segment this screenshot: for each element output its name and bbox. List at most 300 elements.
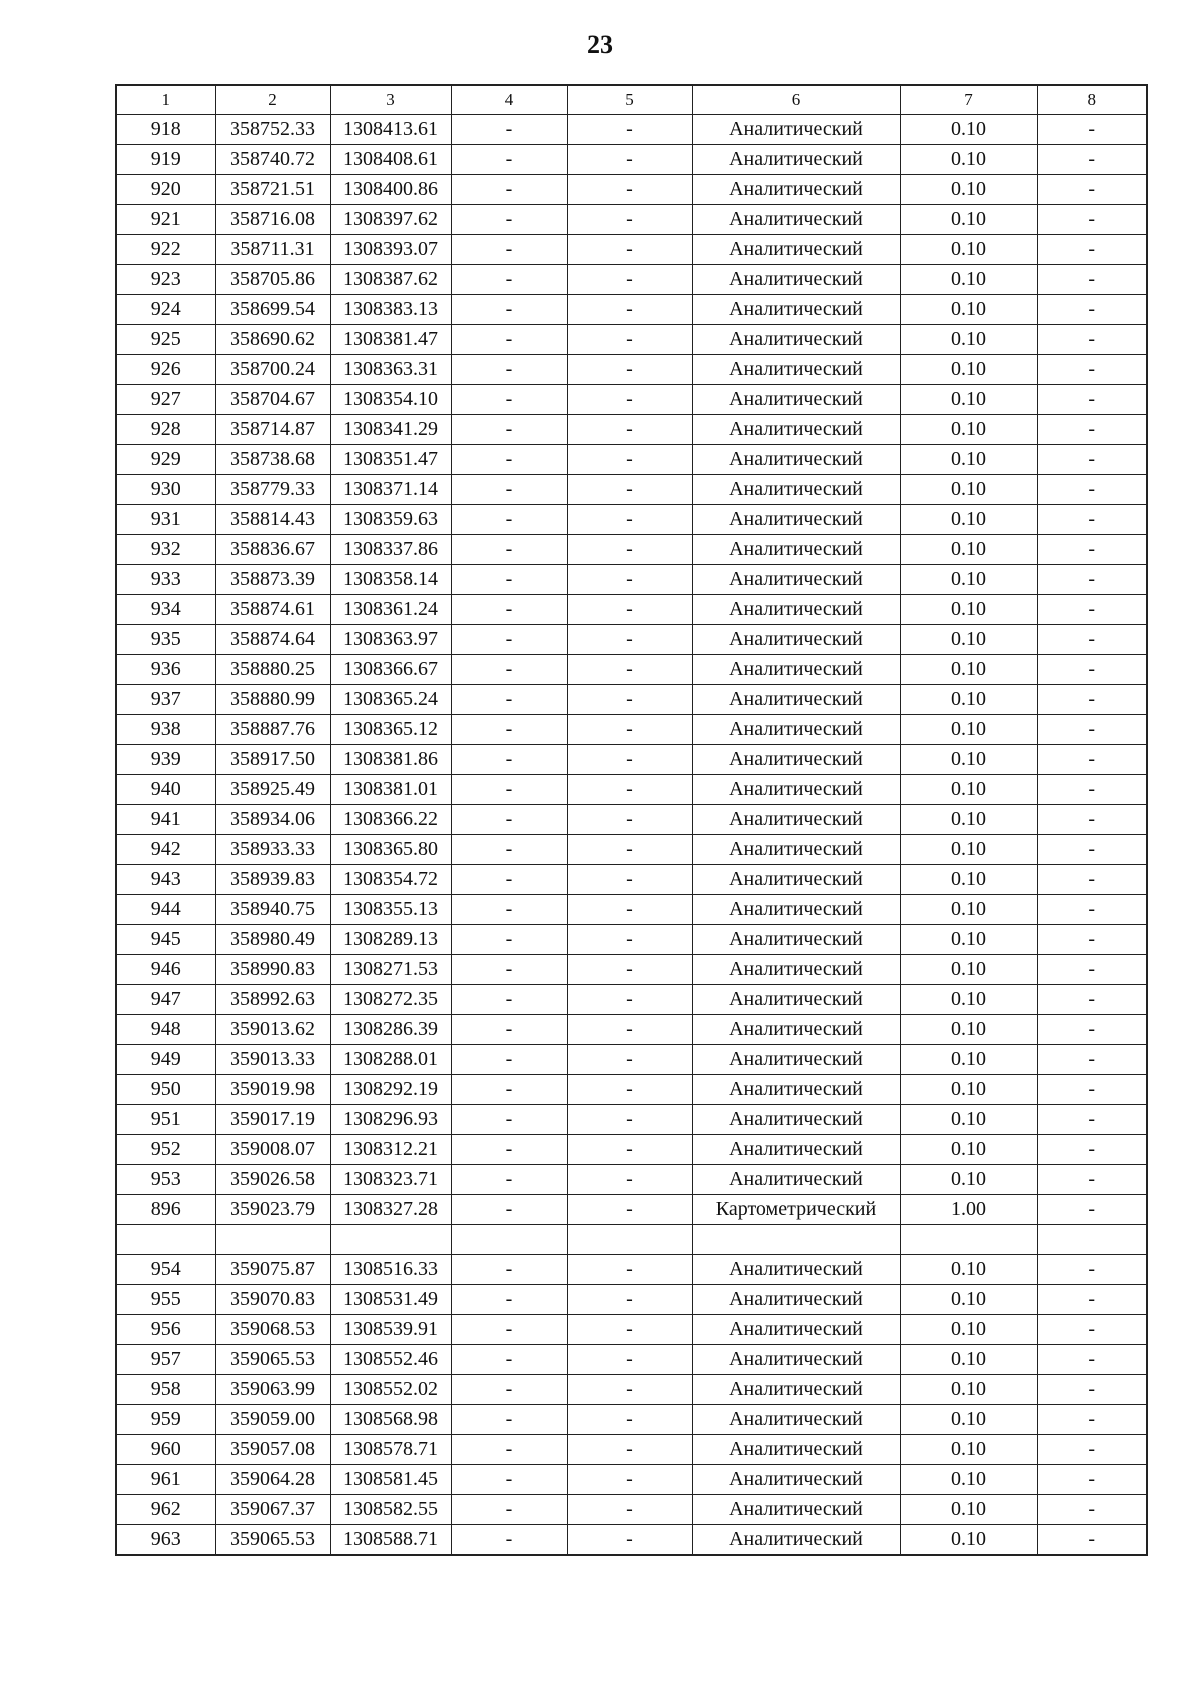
- column-header: 7: [900, 85, 1037, 115]
- method-cell: Аналитический: [692, 355, 900, 385]
- column-8-cell: -: [1037, 1165, 1147, 1195]
- y-coordinate-cell: 1308365.24: [330, 685, 451, 715]
- table-row: [116, 415, 1147, 445]
- accuracy-cell: 0.10: [900, 1345, 1037, 1375]
- column-4-cell: -: [451, 925, 567, 955]
- point-number-cell: 953: [116, 1165, 215, 1195]
- method-cell: Аналитический: [692, 535, 900, 565]
- method-cell: Аналитический: [692, 1135, 900, 1165]
- point-number-cell: 956: [116, 1315, 215, 1345]
- column-8-cell: -: [1037, 895, 1147, 925]
- x-coordinate-cell: 359070.83: [215, 1285, 330, 1315]
- point-number-cell: 959: [116, 1405, 215, 1435]
- y-coordinate-cell: 1308568.98: [330, 1405, 451, 1435]
- column-4-cell: -: [451, 1525, 567, 1556]
- column-8-cell: -: [1037, 925, 1147, 955]
- x-coordinate-cell: 359008.07: [215, 1135, 330, 1165]
- y-coordinate-cell: 1308361.24: [330, 595, 451, 625]
- column-5-cell: -: [567, 745, 692, 775]
- method-cell: Аналитический: [692, 1165, 900, 1195]
- table-row: [116, 1105, 1147, 1135]
- column-8-cell: -: [1037, 985, 1147, 1015]
- x-coordinate-cell: 359026.58: [215, 1165, 330, 1195]
- table-row: [116, 685, 1147, 715]
- y-coordinate-cell: 1308531.49: [330, 1285, 451, 1315]
- method-cell: Аналитический: [692, 145, 900, 175]
- column-5-cell: -: [567, 565, 692, 595]
- column-4-cell: -: [451, 775, 567, 805]
- y-coordinate-cell: 1308365.12: [330, 715, 451, 745]
- column-8-cell: -: [1037, 1525, 1147, 1556]
- point-number-cell: 951: [116, 1105, 215, 1135]
- column-5-cell: -: [567, 355, 692, 385]
- column-5-cell: -: [567, 715, 692, 745]
- column-4-cell: -: [451, 1045, 567, 1075]
- column-8-cell: -: [1037, 325, 1147, 355]
- column-8-cell: -: [1037, 535, 1147, 565]
- method-cell: Аналитический: [692, 1285, 900, 1315]
- column-5-cell: -: [567, 445, 692, 475]
- accuracy-cell: 0.10: [900, 1405, 1037, 1435]
- table-row: [116, 925, 1147, 955]
- table-row: [116, 1495, 1147, 1525]
- column-5-cell: -: [567, 835, 692, 865]
- accuracy-cell: 0.10: [900, 1465, 1037, 1495]
- column-header: 4: [451, 85, 567, 115]
- y-coordinate-cell: 1308286.39: [330, 1015, 451, 1045]
- method-cell: Аналитический: [692, 205, 900, 235]
- table-row: [116, 535, 1147, 565]
- point-number-cell: 931: [116, 505, 215, 535]
- x-coordinate-cell: 358836.67: [215, 535, 330, 565]
- point-number-cell: 936: [116, 655, 215, 685]
- column-4-cell: -: [451, 1255, 567, 1285]
- y-coordinate-cell: 1308381.86: [330, 745, 451, 775]
- column-4-cell: -: [451, 535, 567, 565]
- accuracy-cell: 0.10: [900, 1375, 1037, 1405]
- point-number-cell: 923: [116, 265, 215, 295]
- point-number-cell: 930: [116, 475, 215, 505]
- column-8-cell: -: [1037, 745, 1147, 775]
- accuracy-cell: 0.10: [900, 295, 1037, 325]
- point-number-cell: 920: [116, 175, 215, 205]
- column-8-cell: -: [1037, 445, 1147, 475]
- table-row: [116, 1075, 1147, 1105]
- x-coordinate-cell: 358752.33: [215, 115, 330, 145]
- accuracy-cell: 0.10: [900, 325, 1037, 355]
- column-4-cell: -: [451, 445, 567, 475]
- y-coordinate-cell: 1308288.01: [330, 1045, 451, 1075]
- point-number-cell: 957: [116, 1345, 215, 1375]
- column-4-cell: -: [451, 685, 567, 715]
- table-row: [116, 1435, 1147, 1465]
- column-5-cell: -: [567, 235, 692, 265]
- accuracy-cell: [900, 1225, 1037, 1255]
- accuracy-cell: 0.10: [900, 265, 1037, 295]
- table-row: [116, 655, 1147, 685]
- column-8-cell: -: [1037, 805, 1147, 835]
- table-row: [116, 865, 1147, 895]
- table-row: [116, 1465, 1147, 1495]
- accuracy-cell: 0.10: [900, 415, 1037, 445]
- column-8-cell: -: [1037, 1195, 1147, 1225]
- column-4-cell: -: [451, 715, 567, 745]
- x-coordinate-cell: 358711.31: [215, 235, 330, 265]
- y-coordinate-cell: 1308351.47: [330, 445, 451, 475]
- x-coordinate-cell: 358738.68: [215, 445, 330, 475]
- method-cell: Аналитический: [692, 655, 900, 685]
- x-coordinate-cell: 358690.62: [215, 325, 330, 355]
- column-4-cell: -: [451, 955, 567, 985]
- y-coordinate-cell: 1308354.10: [330, 385, 451, 415]
- x-coordinate-cell: 358992.63: [215, 985, 330, 1015]
- y-coordinate-cell: 1308539.91: [330, 1315, 451, 1345]
- point-number-cell: 944: [116, 895, 215, 925]
- point-number-cell: 942: [116, 835, 215, 865]
- column-4-cell: -: [451, 745, 567, 775]
- column-5-cell: -: [567, 415, 692, 445]
- y-coordinate-cell: 1308408.61: [330, 145, 451, 175]
- point-number-cell: 935: [116, 625, 215, 655]
- method-cell: Аналитический: [692, 1015, 900, 1045]
- accuracy-cell: 0.10: [900, 805, 1037, 835]
- point-number-cell: 924: [116, 295, 215, 325]
- accuracy-cell: 0.10: [900, 115, 1037, 145]
- y-coordinate-cell: 1308363.97: [330, 625, 451, 655]
- method-cell: Аналитический: [692, 1375, 900, 1405]
- y-coordinate-cell: 1308292.19: [330, 1075, 451, 1105]
- y-coordinate-cell: 1308588.71: [330, 1525, 451, 1556]
- column-5-cell: -: [567, 535, 692, 565]
- method-cell: Аналитический: [692, 235, 900, 265]
- column-4-cell: -: [451, 355, 567, 385]
- point-number-cell: 938: [116, 715, 215, 745]
- accuracy-cell: 0.10: [900, 175, 1037, 205]
- column-8-cell: -: [1037, 685, 1147, 715]
- table-row: [116, 565, 1147, 595]
- accuracy-cell: 0.10: [900, 385, 1037, 415]
- point-number-cell: 932: [116, 535, 215, 565]
- x-coordinate-cell: 358934.06: [215, 805, 330, 835]
- column-5-cell: -: [567, 505, 692, 535]
- column-8-cell: -: [1037, 385, 1147, 415]
- method-cell: Аналитический: [692, 625, 900, 655]
- table-row: [116, 955, 1147, 985]
- x-coordinate-cell: 359063.99: [215, 1375, 330, 1405]
- table-row: [116, 115, 1147, 145]
- column-5-cell: -: [567, 1165, 692, 1195]
- column-8-cell: -: [1037, 1285, 1147, 1315]
- point-number-cell: 946: [116, 955, 215, 985]
- column-4-cell: -: [451, 505, 567, 535]
- column-header: 2: [215, 85, 330, 115]
- y-coordinate-cell: 1308381.01: [330, 775, 451, 805]
- column-5-cell: -: [567, 1345, 692, 1375]
- accuracy-cell: 0.10: [900, 1285, 1037, 1315]
- column-8-cell: -: [1037, 1345, 1147, 1375]
- column-5-cell: -: [567, 115, 692, 145]
- point-number-cell: 954: [116, 1255, 215, 1285]
- column-8-cell: -: [1037, 355, 1147, 385]
- column-8-cell: -: [1037, 505, 1147, 535]
- column-8-cell: -: [1037, 1375, 1147, 1405]
- accuracy-cell: 0.10: [900, 835, 1037, 865]
- table-row: [116, 175, 1147, 205]
- point-number-cell: 937: [116, 685, 215, 715]
- point-number-cell: 961: [116, 1465, 215, 1495]
- column-8-cell: -: [1037, 475, 1147, 505]
- column-8-cell: -: [1037, 1135, 1147, 1165]
- column-5-cell: -: [567, 925, 692, 955]
- column-8-cell: -: [1037, 1315, 1147, 1345]
- column-5-cell: -: [567, 1465, 692, 1495]
- y-coordinate-cell: 1308381.47: [330, 325, 451, 355]
- method-cell: Аналитический: [692, 445, 900, 475]
- accuracy-cell: 0.10: [900, 655, 1037, 685]
- x-coordinate-cell: 358880.99: [215, 685, 330, 715]
- method-cell: Аналитический: [692, 415, 900, 445]
- method-cell: Аналитический: [692, 295, 900, 325]
- column-5-cell: -: [567, 1405, 692, 1435]
- column-4-cell: -: [451, 1195, 567, 1225]
- table-row: [116, 445, 1147, 475]
- y-coordinate-cell: 1308327.28: [330, 1195, 451, 1225]
- column-8-cell: -: [1037, 865, 1147, 895]
- x-coordinate-cell: 358874.64: [215, 625, 330, 655]
- table-row: [116, 235, 1147, 265]
- accuracy-cell: 0.10: [900, 1315, 1037, 1345]
- x-coordinate-cell: 358700.24: [215, 355, 330, 385]
- x-coordinate-cell: 358873.39: [215, 565, 330, 595]
- method-cell: Аналитический: [692, 505, 900, 535]
- column-4-cell: -: [451, 835, 567, 865]
- method-cell: Аналитический: [692, 1465, 900, 1495]
- table-row: [116, 265, 1147, 295]
- accuracy-cell: 0.10: [900, 925, 1037, 955]
- accuracy-cell: 0.10: [900, 595, 1037, 625]
- x-coordinate-cell: [215, 1225, 330, 1255]
- x-coordinate-cell: 358779.33: [215, 475, 330, 505]
- column-5-cell: -: [567, 475, 692, 505]
- point-number-cell: 940: [116, 775, 215, 805]
- column-8-cell: -: [1037, 1105, 1147, 1135]
- x-coordinate-cell: 358939.83: [215, 865, 330, 895]
- accuracy-cell: 0.10: [900, 505, 1037, 535]
- column-5-cell: -: [567, 1495, 692, 1525]
- method-cell: Аналитический: [692, 1405, 900, 1435]
- column-4-cell: -: [451, 565, 567, 595]
- accuracy-cell: 0.10: [900, 445, 1037, 475]
- column-4-cell: -: [451, 145, 567, 175]
- column-4-cell: -: [451, 1495, 567, 1525]
- column-8-cell: -: [1037, 115, 1147, 145]
- accuracy-cell: 0.10: [900, 205, 1037, 235]
- method-cell: Аналитический: [692, 1105, 900, 1135]
- table-row: [116, 295, 1147, 325]
- x-coordinate-cell: 358699.54: [215, 295, 330, 325]
- table-row: [116, 1195, 1147, 1225]
- table-body: [116, 115, 1147, 1556]
- x-coordinate-cell: 358887.76: [215, 715, 330, 745]
- column-4-cell: -: [451, 1405, 567, 1435]
- column-4-cell: -: [451, 1075, 567, 1105]
- method-cell: Аналитический: [692, 805, 900, 835]
- x-coordinate-cell: 359017.19: [215, 1105, 330, 1135]
- column-4-cell: -: [451, 985, 567, 1015]
- table-row: [116, 1165, 1147, 1195]
- y-coordinate-cell: 1308359.63: [330, 505, 451, 535]
- column-4-cell: -: [451, 295, 567, 325]
- column-5-cell: -: [567, 205, 692, 235]
- table-row: [116, 1375, 1147, 1405]
- method-cell: Аналитический: [692, 895, 900, 925]
- point-number-cell: 919: [116, 145, 215, 175]
- accuracy-cell: 0.10: [900, 1135, 1037, 1165]
- column-header: 5: [567, 85, 692, 115]
- column-5-cell: -: [567, 1525, 692, 1556]
- x-coordinate-cell: 359075.87: [215, 1255, 330, 1285]
- point-number-cell: 949: [116, 1045, 215, 1075]
- y-coordinate-cell: 1308337.86: [330, 535, 451, 565]
- column-8-cell: -: [1037, 1255, 1147, 1285]
- x-coordinate-cell: 359023.79: [215, 1195, 330, 1225]
- y-coordinate-cell: 1308371.14: [330, 475, 451, 505]
- x-coordinate-cell: 359013.33: [215, 1045, 330, 1075]
- point-number-cell: 950: [116, 1075, 215, 1105]
- accuracy-cell: 0.10: [900, 745, 1037, 775]
- x-coordinate-cell: 358874.61: [215, 595, 330, 625]
- column-4-cell: -: [451, 415, 567, 445]
- table-row: [116, 1135, 1147, 1165]
- method-cell: Аналитический: [692, 265, 900, 295]
- method-cell: Аналитический: [692, 1255, 900, 1285]
- method-cell: Аналитический: [692, 1495, 900, 1525]
- table-row: [116, 1255, 1147, 1285]
- column-5-cell: -: [567, 595, 692, 625]
- y-coordinate-cell: 1308354.72: [330, 865, 451, 895]
- method-cell: Аналитический: [692, 955, 900, 985]
- column-5-cell: -: [567, 955, 692, 985]
- y-coordinate-cell: 1308552.46: [330, 1345, 451, 1375]
- column-5-cell: -: [567, 145, 692, 175]
- column-8-cell: -: [1037, 1465, 1147, 1495]
- y-coordinate-cell: 1308355.13: [330, 895, 451, 925]
- x-coordinate-cell: 358990.83: [215, 955, 330, 985]
- column-4-cell: -: [451, 1165, 567, 1195]
- method-cell: Аналитический: [692, 595, 900, 625]
- method-cell: Аналитический: [692, 925, 900, 955]
- table-row: [116, 205, 1147, 235]
- method-cell: Аналитический: [692, 865, 900, 895]
- point-number-cell: [116, 1225, 215, 1255]
- x-coordinate-cell: 358740.72: [215, 145, 330, 175]
- table-row: [116, 1015, 1147, 1045]
- method-cell: [692, 1225, 900, 1255]
- method-cell: Аналитический: [692, 745, 900, 775]
- column-4-cell: -: [451, 235, 567, 265]
- table-row: [116, 805, 1147, 835]
- method-cell: Аналитический: [692, 325, 900, 355]
- accuracy-cell: 0.10: [900, 955, 1037, 985]
- table-row: [116, 895, 1147, 925]
- column-header: 8: [1037, 85, 1147, 115]
- x-coordinate-cell: 359064.28: [215, 1465, 330, 1495]
- table-row: [116, 1045, 1147, 1075]
- x-coordinate-cell: 358704.67: [215, 385, 330, 415]
- column-5-cell: -: [567, 385, 692, 415]
- point-number-cell: 927: [116, 385, 215, 415]
- column-4-cell: -: [451, 1135, 567, 1165]
- column-4-cell: -: [451, 1345, 567, 1375]
- column-5-cell: -: [567, 775, 692, 805]
- column-5-cell: -: [567, 295, 692, 325]
- point-number-cell: 922: [116, 235, 215, 265]
- column-8-cell: -: [1037, 265, 1147, 295]
- x-coordinate-cell: 358814.43: [215, 505, 330, 535]
- column-5-cell: -: [567, 1105, 692, 1135]
- column-8-cell: -: [1037, 415, 1147, 445]
- table-row: [116, 1525, 1147, 1556]
- point-number-cell: 955: [116, 1285, 215, 1315]
- column-4-cell: -: [451, 1015, 567, 1045]
- column-8-cell: -: [1037, 565, 1147, 595]
- method-cell: Аналитический: [692, 1345, 900, 1375]
- column-4-cell: -: [451, 1315, 567, 1345]
- table-row: [116, 385, 1147, 415]
- accuracy-cell: 0.10: [900, 895, 1037, 925]
- table-row: [116, 145, 1147, 175]
- y-coordinate-cell: 1308516.33: [330, 1255, 451, 1285]
- accuracy-cell: 0.10: [900, 715, 1037, 745]
- x-coordinate-cell: 358721.51: [215, 175, 330, 205]
- accuracy-cell: 0.10: [900, 475, 1037, 505]
- column-4-cell: -: [451, 655, 567, 685]
- accuracy-cell: 0.10: [900, 1015, 1037, 1045]
- y-coordinate-cell: 1308358.14: [330, 565, 451, 595]
- point-number-cell: 928: [116, 415, 215, 445]
- accuracy-cell: 0.10: [900, 865, 1037, 895]
- point-number-cell: 941: [116, 805, 215, 835]
- column-4-cell: -: [451, 805, 567, 835]
- column-5-cell: -: [567, 805, 692, 835]
- column-4-cell: [451, 1225, 567, 1255]
- y-coordinate-cell: 1308582.55: [330, 1495, 451, 1525]
- method-cell: Аналитический: [692, 115, 900, 145]
- table-row: [116, 1345, 1147, 1375]
- table-row: [116, 745, 1147, 775]
- table-row: [116, 985, 1147, 1015]
- table-row: [116, 505, 1147, 535]
- column-5-cell: -: [567, 865, 692, 895]
- column-8-cell: -: [1037, 1435, 1147, 1465]
- table-row: [116, 1225, 1147, 1255]
- column-4-cell: -: [451, 385, 567, 415]
- accuracy-cell: 0.10: [900, 625, 1037, 655]
- accuracy-cell: 0.10: [900, 1075, 1037, 1105]
- accuracy-cell: 0.10: [900, 1495, 1037, 1525]
- point-number-cell: 896: [116, 1195, 215, 1225]
- x-coordinate-cell: 358925.49: [215, 775, 330, 805]
- accuracy-cell: 0.10: [900, 1045, 1037, 1075]
- point-number-cell: 948: [116, 1015, 215, 1045]
- x-coordinate-cell: 358940.75: [215, 895, 330, 925]
- column-5-cell: -: [567, 265, 692, 295]
- column-8-cell: -: [1037, 655, 1147, 685]
- x-coordinate-cell: 359057.08: [215, 1435, 330, 1465]
- column-4-cell: -: [451, 625, 567, 655]
- x-coordinate-cell: 359065.53: [215, 1525, 330, 1556]
- y-coordinate-cell: 1308366.22: [330, 805, 451, 835]
